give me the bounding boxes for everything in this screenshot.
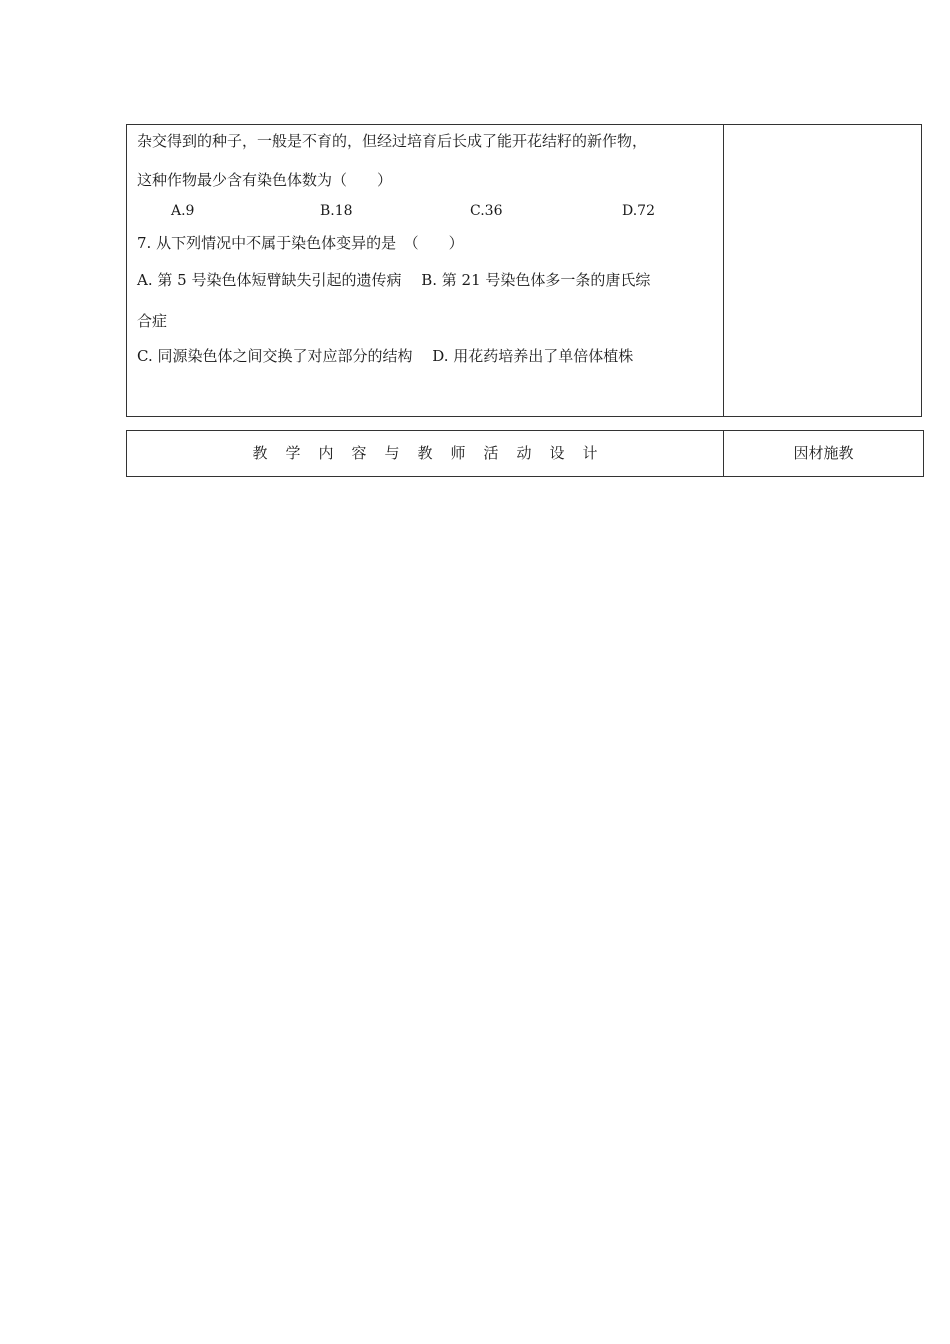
question7-options-cd: C. 同源染色体之间交换了对应部分的结构 D. 用花药培养出了单倍体植株 [137,347,634,365]
main-column-heading: 教学内容与教师活动设计 [252,444,616,462]
question7-options-ab: A. 第 5 号染色体短臂缺失引起的遗传病 B. 第 21 号染色体多一条的唐氏综 [137,271,651,289]
question7-options-ab-continued: 合症 [137,312,168,330]
question6-line2: 这种作物最少含有染色体数为（ ） [137,171,393,189]
question6-line1: 杂交得到的种子，一般是不育的，但经过培育后长成了能开花结籽的新作物， [137,132,648,150]
question6-option-d: D.72 [622,203,655,219]
column-divider [723,125,724,416]
question6-option-c: C.36 [470,203,503,219]
question6-option-b: B.18 [320,203,353,219]
question-table [126,124,922,417]
side-column-heading: 因材施教 [793,444,854,462]
section-header-table [126,430,924,477]
question7-stem: 7. 从下列情况中不属于染色体变异的是 （ ） [137,234,464,252]
question6-option-a: A.9 [171,203,195,219]
